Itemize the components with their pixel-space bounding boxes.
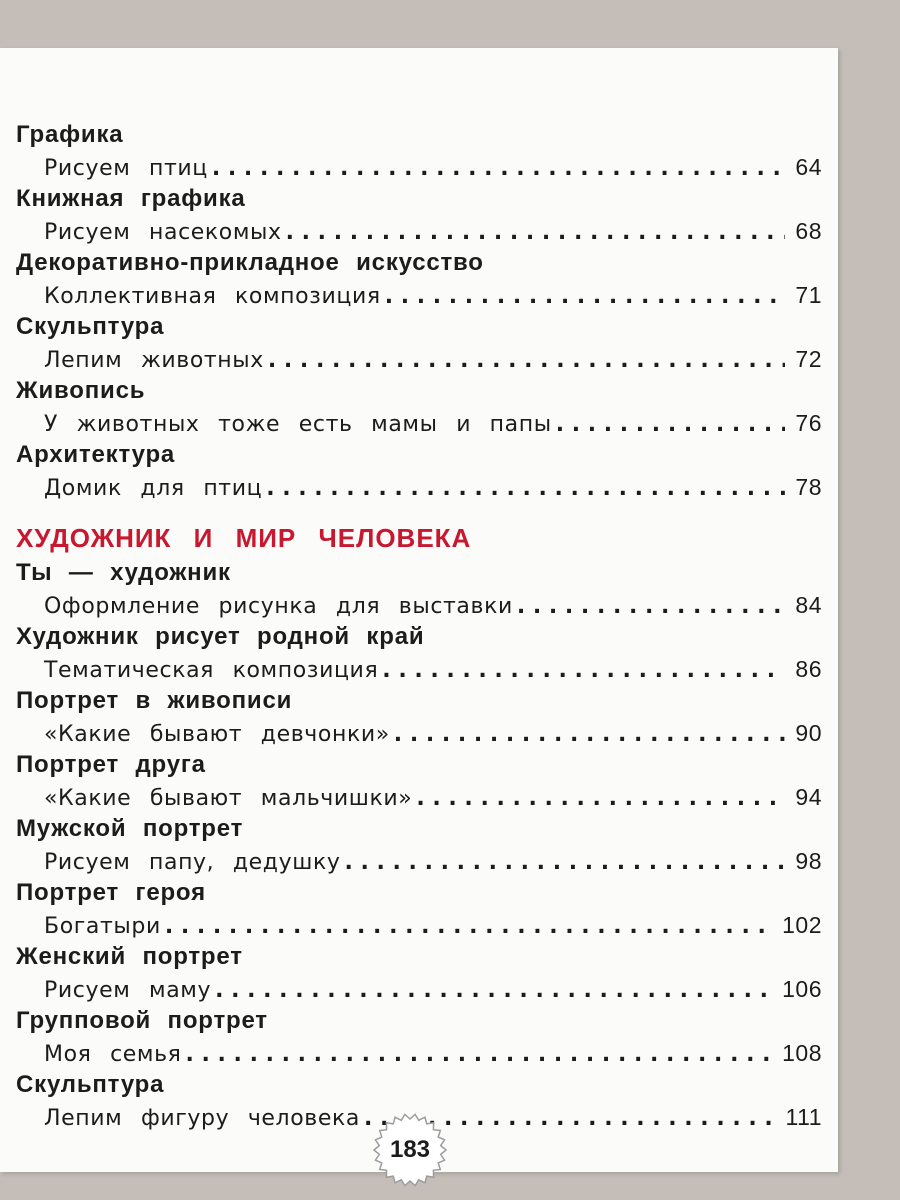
toc-entry-title: Коллективная композиция [44, 284, 381, 309]
toc-entry-title: У животных тоже есть мамы и папы [44, 412, 552, 437]
toc-heading: Портрет друга [16, 751, 206, 778]
toc-heading: Декоративно-прикладное искусство [16, 249, 484, 276]
toc-heading: Живопись [16, 377, 146, 404]
page-number-badge [372, 1112, 448, 1188]
toc-page-number: 94 [795, 784, 822, 810]
toc-entry[interactable] [16, 406, 822, 440]
toc-heading: Художник рисует родной край [16, 623, 425, 650]
toc-heading: Портрет в живописи [16, 687, 293, 714]
dot-leader [381, 280, 786, 314]
toc-heading: Мужской портрет [16, 815, 244, 842]
toc-page-number: 90 [795, 720, 822, 746]
dot-leader [211, 974, 772, 1008]
dot-leader [340, 846, 785, 880]
toc-page-number: 108 [782, 1040, 822, 1066]
table-of-contents [16, 120, 822, 1134]
toc-entry[interactable] [16, 716, 822, 750]
toc-entry[interactable] [16, 214, 822, 248]
toc-page-number: 98 [795, 848, 822, 874]
dot-leader [264, 344, 786, 378]
toc-page-number: 78 [795, 474, 822, 500]
toc-entry[interactable] [16, 844, 822, 878]
toc-entry[interactable] [16, 908, 822, 942]
toc-entry-title: Рисуем маму [44, 978, 212, 1003]
toc-page-number: 71 [795, 282, 822, 308]
toc-page-number: 86 [795, 656, 822, 682]
toc-entry[interactable] [16, 972, 822, 1006]
toc-entry-title: Тематическая композиция [44, 658, 379, 683]
toc-entry-title: Богатыри [44, 914, 161, 939]
dot-leader [412, 782, 785, 816]
toc-heading: Скульптура [16, 1071, 165, 1098]
toc-entry-title: «Какие бывают мальчишки» [44, 786, 413, 811]
toc-entry-title: Домик для птиц [44, 476, 263, 501]
toc-entry[interactable] [16, 780, 822, 814]
toc-page-number: 76 [795, 410, 822, 436]
toc-entry[interactable] [16, 150, 822, 184]
toc-page-number: 106 [782, 976, 822, 1002]
toc-page-number: 72 [795, 346, 822, 372]
dot-leader [161, 910, 772, 944]
toc-entry-title: «Какие бывают девчонки» [44, 722, 390, 747]
dot-leader [182, 1038, 773, 1072]
toc-page-number: 102 [782, 912, 822, 938]
toc-heading: Графика [16, 121, 124, 148]
toc-heading: Архитектура [16, 441, 176, 468]
toc-heading: Женский портрет [16, 943, 243, 970]
toc-entry-title: Рисуем папу, дедушку [44, 850, 341, 875]
toc-page-number: 68 [795, 218, 822, 244]
toc-entry-title: Рисуем птиц [44, 156, 208, 181]
dot-leader [262, 472, 785, 506]
toc-heading: Групповой портрет [16, 1007, 268, 1034]
dot-leader [282, 216, 786, 250]
toc-entry[interactable] [16, 652, 822, 686]
toc-heading: Скульптура [16, 313, 165, 340]
dot-leader [552, 408, 786, 442]
page-number: 183 [389, 1136, 431, 1163]
toc-entry[interactable] [16, 278, 822, 312]
toc-entry[interactable] [16, 470, 822, 504]
toc-entry-title: Моя семья [44, 1042, 182, 1067]
toc-page-number: 111 [785, 1104, 822, 1130]
book-page [0, 48, 838, 1172]
toc-entry-title: Лепим животных [44, 348, 264, 373]
toc-group-1 [16, 120, 822, 504]
section-title: ХУДОЖНИК И МИР ЧЕЛОВЕКА [16, 523, 472, 553]
toc-page-number: 84 [795, 592, 822, 618]
toc-heading: Книжная графика [16, 185, 246, 212]
toc-entry[interactable] [16, 588, 822, 622]
toc-page-number: 64 [795, 154, 822, 180]
dot-leader [390, 718, 786, 752]
dot-leader [208, 152, 786, 186]
toc-entry-title: Рисуем насекомых [44, 220, 282, 245]
toc-heading: Ты — художник [16, 559, 231, 586]
toc-entry[interactable] [16, 342, 822, 376]
toc-entry-title: Лепим фигуру человека [44, 1106, 360, 1131]
toc-heading: Портрет героя [16, 879, 206, 906]
toc-entry-title: Оформление рисунка для выставки [44, 594, 513, 619]
dot-leader [378, 654, 785, 688]
toc-group-2 [16, 558, 822, 1134]
toc-entry[interactable] [16, 1036, 822, 1070]
dot-leader [513, 590, 786, 624]
